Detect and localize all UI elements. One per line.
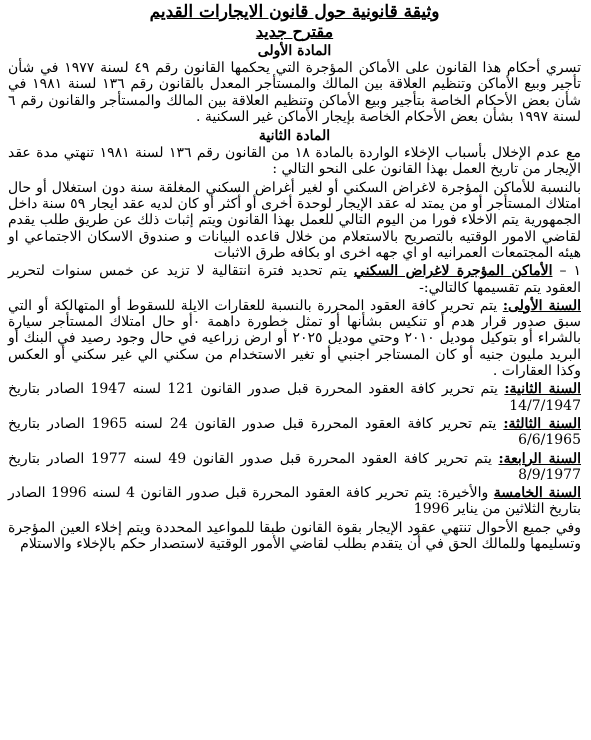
year-4 <box>8 451 581 484</box>
item-1-label: الأماكن المؤجرة لاغراض السكني <box>353 263 553 280</box>
year-3-text: يتم تحرير كافة العقود المحررة قبل صدور القانون 24 لسنه 1965 الصادر بتاريخ 6/6/1965 <box>8 415 581 449</box>
year-1-text: يتم تحرير كافة العقود المحررة بالنسبة للعقارات الايلة للسقوط أو المتهالكة أو التي سبق صدور قرار هدم أو تنكيس بشأنها أو تمثل خطورة داهمة ٠أو حال امتلاك المستأجر سيارة بالشراء أو بتوكيل موديل ٢٠١٠ وحتي موديل ٢٠٢٥ أو ارض زراعيه في حال وجود رصيد في البنك أو البريد مليون جنيه أو كان المستاجر اجنبي أو تغير الاستخدام من سكني الي غير سكني أو العكس وكذا العقارات . <box>8 297 581 380</box>
item-1 <box>8 263 581 296</box>
year-3-label: السنة الثالثة: <box>503 415 581 432</box>
article-2-intro: مع عدم الإخلال بأسباب الإخلاء الواردة بالمادة ١٨ من القانون رقم ١٣٦ لسنة ١٩٨١ تنهتي مدة عقد الإيجار من تاريخ العمل بهذا القانون على النحو التالي : <box>8 145 581 178</box>
article-2-heading: المادة الثانية <box>258 128 331 145</box>
item-1-text: يتم تحديد فترة انتقالية لا تزيد عن خمس سنوات لتحرير العقود يتم تقسيمها كالتالي:- <box>8 263 581 296</box>
closing-paragraph: وفي جميع الأحوال تنتهي عقود الإيجار بقوة القانون طبقا للمواعيد المحددة ويتم إخلاء العين المؤجرة وتسليمها وللمالك الحق في أن يتقدم بطلب لقاضي الأمور الوقتية لاستصدار حكم بالإخلاء والاستلام <box>8 519 581 553</box>
year-2-label: السنة الثانية: <box>504 381 582 398</box>
year-5-text: والأخيرة: يتم تحرير كافة العقود المحررة قبل صدور القانون 4 لسنه 1996 الصادر بتاريخ الثلاثين من يناير 1996 <box>8 485 581 518</box>
year-2-text: يتم تحرير كافة العقود المحررة قبل صدور القانون 121 لسنه 1947 الصادر بتاريخ 14/7/1947 <box>8 381 581 414</box>
year-3 <box>8 416 581 449</box>
year-1-label: السنة الأولى: <box>502 297 581 314</box>
year-4-text: يتم تحرير كافة العقود المحررة قبل صدور القانون 49 لسنه 1977 الصادر بتاريخ 8/9/1977 <box>8 450 581 483</box>
article-1-heading: المادة الأولى <box>257 43 332 59</box>
item-1-number: ١ – <box>559 263 582 280</box>
article-2-body: بالنسبة للأماكن المؤجرة لاغراض السكني أو لغير أغراض السكني المغلقة سنة دون استغلال أو حال امتلاك المستأجر أو من يمتد له عقد الإيجار لوحدة أخرى أو أكثر أو كان لديه عقد ايجار ٥٩ سنة داخل الجمهورية يتم الاخلاء فورا من اليوم التالي للعمل بهذا القانون ويتم إثبات ذلك عن طريق طلب يقدم لقاضي الامور الوقتيه بالتصريح بالاستعلام من خلال قاعده البيانات و صندوق الاسكان الاجتماعي او هيئه المجتمعات العمرانيه او اي جهه اخرى او بكافه طرق الاثبات <box>8 179 581 261</box>
year-4-label: السنة الرابعة: <box>498 450 582 467</box>
document-subtitle: مقترح جديد <box>255 22 334 41</box>
article-1-text: تسري أحكام هذا القانون على الأماكن المؤجرة التي يحكمها القانون رقم ٤٩ لسنة ١٩٧٧ في شأن تأجير وبيع الأماكن وتنظيم العلاقة بين المالك والمستأجر المعدل بالقانون رقم ١٣٦ لسنة ١٩٨١ في شأن بعض الأحكام الخاصة بتأجير وبيع الأماكن وتنظيم العلاقة بين المالك والمستأجر والقانون رقم ٦ لسنة ١٩٩٧ بشأن بعض الأحكام الخاصة بإيجار الأماكن غير السكنية . <box>8 60 582 125</box>
year-2 <box>8 381 581 414</box>
document-title: وثيقة قانونية حول قانون الايجارات القديم <box>149 2 440 22</box>
year-5-label: السنة الخامسة <box>493 485 581 502</box>
year-5 <box>8 485 581 518</box>
year-1 <box>8 298 581 379</box>
